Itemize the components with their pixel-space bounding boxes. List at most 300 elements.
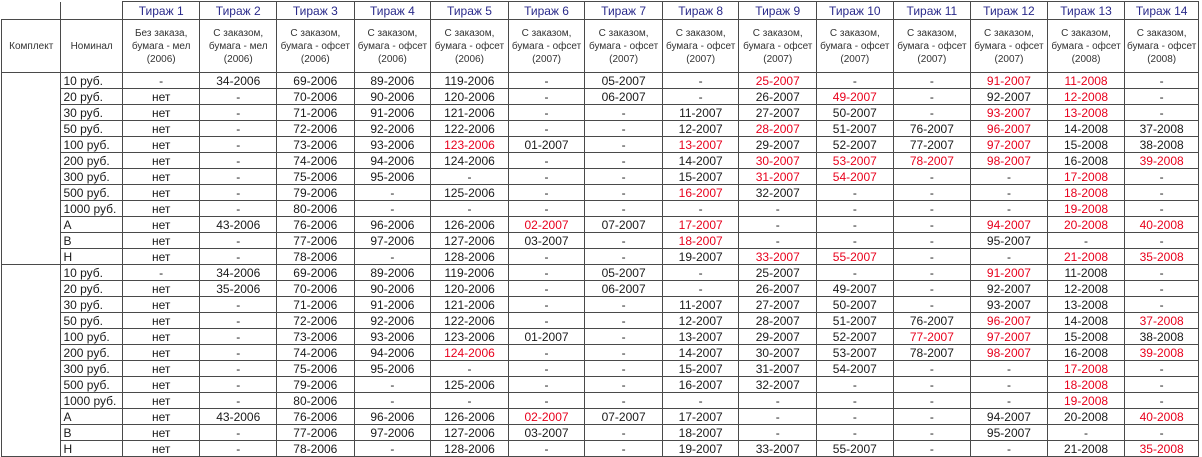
table-row [2,345,1199,361]
release-cell: 15-2007 [662,169,739,185]
release-cell: - [1125,361,1199,377]
release-cell: нет [122,153,200,169]
release-cell: 120-2006 [431,281,509,297]
table-row [2,377,1199,393]
release-cell: - [585,153,663,169]
release-cell: 35-2006 [200,281,277,297]
release-cell: 95-2006 [354,361,431,377]
release-cell: 37-2008 [1125,121,1199,137]
release-cell: 126-2006 [431,217,509,233]
release-cell: 95-2007 [971,233,1048,249]
header-desc-6: С заказом, бумага - офсет (2007) [508,20,585,73]
release-cell: 50-2007 [817,105,894,121]
release-cell: - [200,233,277,249]
release-cell: 16-2008 [1047,345,1125,361]
table-row [2,409,1199,425]
release-cell: 15-2008 [1047,329,1125,345]
release-cell: 40-2008 [1125,409,1199,425]
release-cell: - [508,73,585,89]
release-cell: - [1125,233,1199,249]
release-cell: 54-2007 [817,169,894,185]
nominal-cell: А [61,217,122,233]
release-cell: - [200,105,277,121]
release-cell: 127-2006 [431,425,509,441]
release-cell: 25-2007 [739,73,817,89]
release-cell: - [431,169,509,185]
nominal-cell: 50 руб. [61,121,122,137]
release-cell: - [893,185,971,201]
nominal-cell: 1000 руб. [61,393,122,409]
release-cell: 16-2008 [1047,153,1125,169]
header-komplekt: Комплект [2,20,61,73]
release-cell: 94-2006 [354,345,431,361]
header-desc-9: С заказом, бумага - офсет (2007) [739,20,817,73]
nominal-cell: 500 руб. [61,377,122,393]
release-cell: - [200,361,277,377]
table-row [2,425,1199,441]
release-cell: - [662,89,739,105]
release-cell: 92-2006 [354,313,431,329]
release-cell: 19-2008 [1047,201,1125,217]
table-row [2,441,1199,457]
release-cell: 18-2007 [662,233,739,249]
table-row [2,329,1199,345]
release-cell: нет [122,281,200,297]
release-cell: 18-2007 [662,425,739,441]
release-cell: 94-2007 [971,217,1048,233]
table-row [2,105,1199,121]
release-cell: 76-2006 [277,217,355,233]
release-cell: - [893,249,971,265]
release-cell: - [739,425,817,441]
release-cell: - [585,393,663,409]
release-cell: 12-2007 [662,313,739,329]
release-cell: 92-2006 [354,121,431,137]
header-desc-14: С заказом, бумага - офсет (2008) [1125,20,1199,73]
release-cell: - [431,201,509,217]
release-cell: - [508,281,585,297]
nominal-cell: 30 руб. [61,297,122,313]
release-cell: - [585,137,663,153]
release-cell: 74-2006 [277,153,355,169]
release-cell: 03-2007 [508,425,585,441]
release-cell: нет [122,137,200,153]
release-cell: - [508,265,585,281]
release-cell: - [893,89,971,105]
release-cell: 93-2006 [354,329,431,345]
release-cell: 31-2007 [739,169,817,185]
release-cell: - [971,169,1048,185]
release-cell: - [1047,425,1125,441]
release-cell: 19-2007 [662,441,739,457]
release-cell: 93-2006 [354,137,431,153]
header-row-descriptions [2,20,1199,73]
release-cell: - [585,329,663,345]
header-tirazh-10: Тираж 10 [817,2,894,20]
release-cell: 16-2007 [662,185,739,201]
release-cell: нет [122,185,200,201]
release-cell: 93-2007 [971,105,1048,121]
header-tirazh-12: Тираж 12 [971,2,1048,20]
release-cell: 70-2006 [277,281,355,297]
release-cell: - [200,201,277,217]
release-cell: 14-2007 [662,345,739,361]
release-cell: нет [122,361,200,377]
release-cell: - [200,153,277,169]
release-cell: - [893,281,971,297]
release-cell: 13-2007 [662,329,739,345]
release-cell: 97-2006 [354,233,431,249]
header-row-titles [2,2,1199,20]
release-cell: 13-2007 [662,137,739,153]
header-desc-1: Без заказа, бумага - мел (2006) [122,20,200,73]
table-row [2,169,1199,185]
release-cell: 02-2007 [508,217,585,233]
release-cell: нет [122,105,200,121]
release-cell: нет [122,329,200,345]
release-cell: - [893,201,971,217]
header-tirazh-8: Тираж 8 [662,2,739,20]
header-tirazh-2: Тираж 2 [200,2,277,20]
release-cell: - [1125,297,1199,313]
release-cell: - [893,393,971,409]
release-cell: нет [122,233,200,249]
header-tirazh-4: Тираж 4 [354,2,431,20]
komplekt-group-label [2,73,61,265]
release-cell: - [739,217,817,233]
release-cell: нет [122,217,200,233]
release-cell: - [431,361,509,377]
release-cell: 39-2008 [1125,153,1199,169]
release-cell: - [817,377,894,393]
nominal-cell: 10 руб. [61,73,122,89]
header-tirazh-11: Тираж 11 [893,2,971,20]
release-cell: 35-2008 [1125,249,1199,265]
release-cell: - [585,361,663,377]
release-cell: - [662,265,739,281]
release-cell: 18-2008 [1047,185,1125,201]
release-cell: - [893,233,971,249]
release-cell: 122-2006 [431,121,509,137]
release-cell: 125-2006 [431,185,509,201]
header-desc-11: С заказом, бумага - офсет (2007) [893,20,971,73]
release-cell: - [739,393,817,409]
release-cell: - [585,345,663,361]
header-desc-5: С заказом, бумага - офсет (2006) [431,20,509,73]
release-cell: - [971,441,1048,457]
release-cell: 98-2007 [971,153,1048,169]
release-cell: - [200,425,277,441]
release-cell: - [1125,201,1199,217]
release-cell: 19-2008 [1047,393,1125,409]
nominal-cell: 300 руб. [61,361,122,377]
release-cell: 75-2006 [277,169,355,185]
header-desc-2: С заказом, бумага - мел (2006) [200,20,277,73]
release-cell: 121-2006 [431,105,509,121]
release-cell: 97-2006 [354,425,431,441]
release-cell: - [200,313,277,329]
header-desc-4: С заказом, бумага - офсет (2006) [354,20,431,73]
header-nominal: Номинал [61,20,122,73]
release-cell: 91-2007 [971,73,1048,89]
table-row [2,201,1199,217]
release-cell: 91-2007 [971,265,1048,281]
header-desc-13: С заказом, бумага - офсет (2008) [1047,20,1125,73]
release-cell: - [508,361,585,377]
release-cell: - [971,393,1048,409]
nominal-cell: В [61,425,122,441]
release-cell: - [200,89,277,105]
release-cell: 28-2007 [739,121,817,137]
release-cell: 50-2007 [817,297,894,313]
nominal-cell: 200 руб. [61,153,122,169]
release-cell: - [817,201,894,217]
table-row [2,361,1199,377]
release-cell: - [200,393,277,409]
release-cell: 71-2006 [277,297,355,313]
release-cell: 78-2007 [893,345,971,361]
release-cell: - [817,265,894,281]
release-cell: - [893,105,971,121]
table-row [2,137,1199,153]
release-cell: 15-2007 [662,361,739,377]
release-cell: 90-2006 [354,89,431,105]
release-cell: - [200,345,277,361]
release-cell: 76-2007 [893,313,971,329]
release-cell: 91-2006 [354,297,431,313]
nominal-cell: 10 руб. [61,265,122,281]
nominal-cell: 50 руб. [61,313,122,329]
header-tirazh-14: Тираж 14 [1125,2,1199,20]
release-cell: - [508,441,585,457]
release-cell: - [817,217,894,233]
release-cell: 127-2006 [431,233,509,249]
release-cell: 96-2006 [354,217,431,233]
release-cell: нет [122,169,200,185]
release-cell: 78-2006 [277,441,355,457]
header-desc-7: С заказом, бумага - офсет (2007) [585,20,663,73]
release-cell: 11-2008 [1047,73,1125,89]
release-cell: 49-2007 [817,281,894,297]
release-cell: 72-2006 [277,121,355,137]
release-cell: - [1125,169,1199,185]
release-cell: - [508,185,585,201]
release-cell: 54-2007 [817,361,894,377]
release-cell: - [585,201,663,217]
release-cell: - [122,265,200,281]
table-row [2,121,1199,137]
release-cell: 95-2006 [354,169,431,185]
release-cell: 37-2008 [1125,313,1199,329]
komplekt-group-label [2,265,61,457]
release-cell: - [585,441,663,457]
header-desc-3: С заказом, бумага - офсет (2006) [277,20,355,73]
release-cell: - [971,249,1048,265]
release-cell: - [662,281,739,297]
release-cell: 14-2008 [1047,313,1125,329]
release-cell: 94-2006 [354,153,431,169]
release-cell: 119-2006 [431,73,509,89]
release-cell: 80-2006 [277,393,355,409]
header-tirazh-6: Тираж 6 [508,2,585,20]
release-cell: - [739,409,817,425]
header-tirazh-13: Тираж 13 [1047,2,1125,20]
release-cell: - [893,377,971,393]
release-cell: - [122,73,200,89]
release-cell: 96-2006 [354,409,431,425]
table-row [2,217,1199,233]
release-cell: 98-2007 [971,345,1048,361]
release-cell: 18-2008 [1047,377,1125,393]
release-cell: 52-2007 [817,137,894,153]
release-cell: 76-2007 [893,121,971,137]
release-cell: 52-2007 [817,329,894,345]
release-cell: 75-2006 [277,361,355,377]
release-cell: 33-2007 [739,249,817,265]
release-cell: 120-2006 [431,89,509,105]
release-cell: 11-2007 [662,297,739,313]
release-cell: - [585,185,663,201]
release-cell: - [200,329,277,345]
release-cell: 79-2006 [277,377,355,393]
release-cell: 31-2007 [739,361,817,377]
release-cell: 119-2006 [431,265,509,281]
release-cell: 89-2006 [354,73,431,89]
release-cell: 06-2007 [585,281,663,297]
release-cell: - [585,169,663,185]
release-cell: - [354,249,431,265]
release-cell: нет [122,345,200,361]
release-cell: 55-2007 [817,249,894,265]
release-cell: - [200,121,277,137]
release-cell: 06-2007 [585,89,663,105]
release-cell: - [893,217,971,233]
nominal-cell: Н [61,441,122,457]
release-cell: 77-2006 [277,425,355,441]
release-cell: 14-2008 [1047,121,1125,137]
release-cell: 73-2006 [277,329,355,345]
table-row [2,233,1199,249]
release-cell: - [971,185,1048,201]
release-cell: нет [122,377,200,393]
release-cell: - [1125,377,1199,393]
header-tirazh-7: Тираж 7 [585,2,663,20]
release-cell: 21-2008 [1047,441,1125,457]
release-cell: - [1125,265,1199,281]
table-row [2,313,1199,329]
release-cell: 124-2006 [431,345,509,361]
release-cell: - [508,249,585,265]
release-cell: - [585,377,663,393]
release-cell: - [431,393,509,409]
release-cell: 95-2007 [971,425,1048,441]
table-body [2,2,1199,457]
header-desc-12: С заказом, бумага - офсет (2007) [971,20,1048,73]
release-cell: - [739,233,817,249]
release-cell: - [585,249,663,265]
release-cell: - [893,409,971,425]
release-cell: 13-2008 [1047,297,1125,313]
release-cell: 71-2006 [277,105,355,121]
release-cell: - [1125,281,1199,297]
nominal-cell: А [61,409,122,425]
release-cell: нет [122,409,200,425]
release-cell: 43-2006 [200,409,277,425]
release-cell: - [893,441,971,457]
release-cell: 05-2007 [585,265,663,281]
release-cell: 01-2007 [508,137,585,153]
release-cell: - [662,393,739,409]
release-cell: 78-2007 [893,153,971,169]
release-cell: 123-2006 [431,137,509,153]
release-cell: - [585,297,663,313]
release-cell: 38-2008 [1125,137,1199,153]
release-cell: 40-2008 [1125,217,1199,233]
release-cell: - [893,169,971,185]
release-cell: 01-2007 [508,329,585,345]
table-row [2,265,1199,281]
release-cell: 92-2007 [971,281,1048,297]
nominal-cell: 300 руб. [61,169,122,185]
release-cell: 128-2006 [431,249,509,265]
release-cell: - [1125,185,1199,201]
nominal-cell: 20 руб. [61,89,122,105]
release-cell: 20-2008 [1047,409,1125,425]
release-cell: 14-2007 [662,153,739,169]
release-cell: 72-2006 [277,313,355,329]
release-cell: 29-2007 [739,137,817,153]
release-cell: 11-2008 [1047,265,1125,281]
release-cell: 43-2006 [200,217,277,233]
release-cell: 27-2007 [739,105,817,121]
release-cell: - [508,393,585,409]
release-cell: 05-2007 [585,73,663,89]
header-tirazh-1: Тираж 1 [122,2,200,20]
release-cell: 74-2006 [277,345,355,361]
nominal-cell: 100 руб. [61,137,122,153]
release-cell: - [1047,233,1125,249]
release-cell: - [354,185,431,201]
header-desc-8: С заказом, бумага - офсет (2007) [662,20,739,73]
table-row [2,281,1199,297]
release-cell: 15-2008 [1047,137,1125,153]
release-cell: - [817,185,894,201]
release-cell: 97-2007 [971,137,1048,153]
release-cell: 91-2006 [354,105,431,121]
release-cell: 77-2007 [893,137,971,153]
release-cell: 21-2008 [1047,249,1125,265]
header-desc-10: С заказом, бумага - офсет (2007) [817,20,894,73]
release-cell: - [508,153,585,169]
release-cell: 17-2007 [662,217,739,233]
release-cell: 53-2007 [817,153,894,169]
release-cell: 34-2006 [200,265,277,281]
table-row [2,393,1199,409]
nominal-cell: 20 руб. [61,281,122,297]
release-cell: 89-2006 [354,265,431,281]
release-cell: 02-2007 [508,409,585,425]
release-cell: - [971,201,1048,217]
release-cell: 20-2008 [1047,217,1125,233]
table-row [2,153,1199,169]
release-cell: - [817,425,894,441]
release-cell: - [508,297,585,313]
release-cell: - [1125,425,1199,441]
table-row [2,185,1199,201]
release-cell: 33-2007 [739,441,817,457]
release-cell: - [508,345,585,361]
release-cell: 07-2007 [585,409,663,425]
